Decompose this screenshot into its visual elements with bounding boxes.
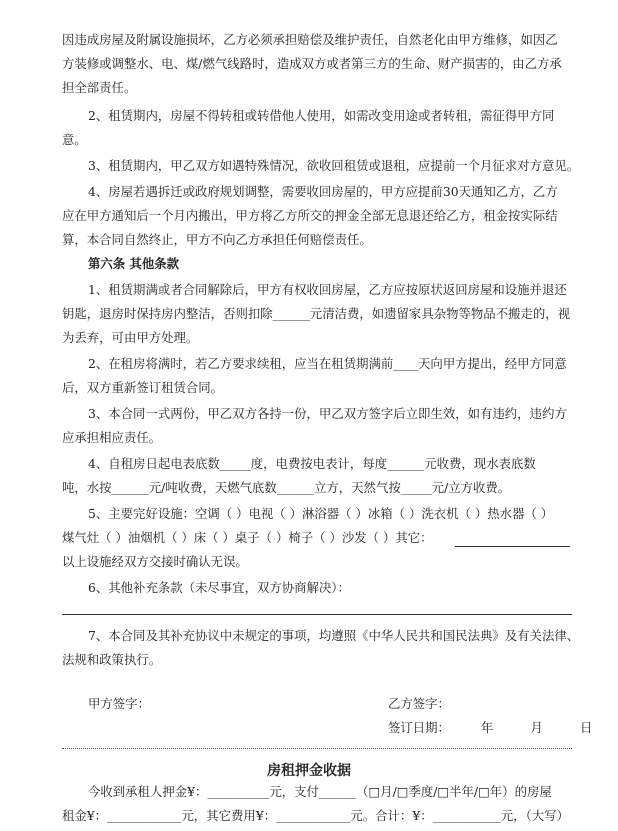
contract-line-18: 4、自租房日起电表底数_____度，电费按电表计，每度______元收费，现水表底数 [88, 456, 536, 471]
contract-line-22: 以上设施经双方交接时确认无误。 [62, 554, 248, 569]
sign-b-label: 乙方签字： [388, 696, 450, 711]
contract-line-3: 担全部责任。 [62, 80, 137, 95]
other-facilities-blank [455, 546, 570, 547]
contract-line-12: 钥匙，退房时保持房内整洁，否则扣除______元清洁费，如遗留家具杂物等物品不搬走的，视 [62, 306, 571, 321]
supplement-blank [62, 614, 572, 615]
contract-line-5: 意。 [62, 132, 87, 147]
receipt-line-1: 今收到承租人押金¥：__________元，支付______（□月/□季度/□半年/□年）的房屋 [88, 784, 552, 799]
contract-line-19: 吨，水按______元/吨收费，天燃气底数______立方，天然气按_____元/立方收费。 [62, 480, 511, 495]
receipt-title: 房租押金收据 [267, 763, 351, 779]
sign-date-label: 签订日期： 年 月 日 [388, 720, 593, 735]
contract-line-17: 应承担相应责任。 [62, 430, 162, 445]
contract-line-11: 1、租赁期满或者合同解除后，甲方有权收回房屋，乙方应按原状返回房屋和设施并退还 [88, 282, 567, 297]
contract-line-16: 3、本合同一式两份，甲乙双方各持一份，甲乙双方签字后立即生效，如有违约，违约方 [88, 406, 567, 421]
contract-line-14: 2、在租房将满时，若乙方要求续租，应当在租赁期满前____天向甲方提出，经甲方同意 [88, 356, 567, 371]
contract-line-1: 因违成房屋及附属设施损坏，乙方必须承担赔偿及维护责任，自然老化由甲方维修，如因乙 [62, 32, 558, 47]
contract-line-20: 5、主要完好设施：空调（ ）电视（ ）淋浴器（ ）冰箱（ ）洗衣机（ ）热水器（ ） [88, 506, 554, 521]
cut-line [62, 748, 572, 749]
contract-line-23: 6、其他补充条款（未尽事宜，双方协商解决）： [88, 580, 350, 595]
contract-line-15: 后，双方重新签订租赁合同。 [62, 380, 224, 395]
contract-line-9: 算，本合同自然终止，甲方不向乙方承担任何赔偿责任。 [62, 232, 372, 247]
contract-line-6: 3、租赁期内，甲乙双方如遇特殊情况，欲收回租赁或退租，应提前一个月征求对方意见。 [88, 158, 580, 173]
contract-line-13: 为丢弃，可由甲方处理。 [62, 330, 199, 345]
contract-line-24: 7、本合同及其补充协议中未规定的事项，均遵照《中华人民共和国民法典》及有关法律、 [88, 628, 580, 643]
contract-line-8: 应在甲方通知后一个月内搬出，甲方将乙方所交的押金全部无息退还给乙方，租金按实际结 [62, 208, 558, 223]
receipt-line-2: 租金¥：____________元，其它费用¥：____________元。合计：¥：___________元，（大写） [62, 808, 569, 823]
sign-a-label: 甲方签字： [88, 696, 150, 711]
contract-line-4: 2、租赁期内，房屋不得转租或转借他人使用，如需改变用途或者转租，需征得甲方同 [88, 108, 555, 123]
contract-line-25: 法规和政策执行。 [62, 652, 162, 667]
contract-line-2: 方装修或调整水、电、煤/燃气线路时，造成双方或者第三方的生命、财产损害的，由乙方承 [62, 56, 562, 71]
contract-line-21: 煤气灶（ ）油烟机（ ）床（ ）桌子（ ）椅子（ ）沙发（ ）其它： [62, 530, 433, 545]
section-heading: 第六条 其他条款 [88, 256, 180, 271]
contract-line-7: 4、房屋若遇拆迁或政府规划调整，需要收回房屋的，甲方应提前30天通知乙方，乙方 [88, 184, 558, 199]
